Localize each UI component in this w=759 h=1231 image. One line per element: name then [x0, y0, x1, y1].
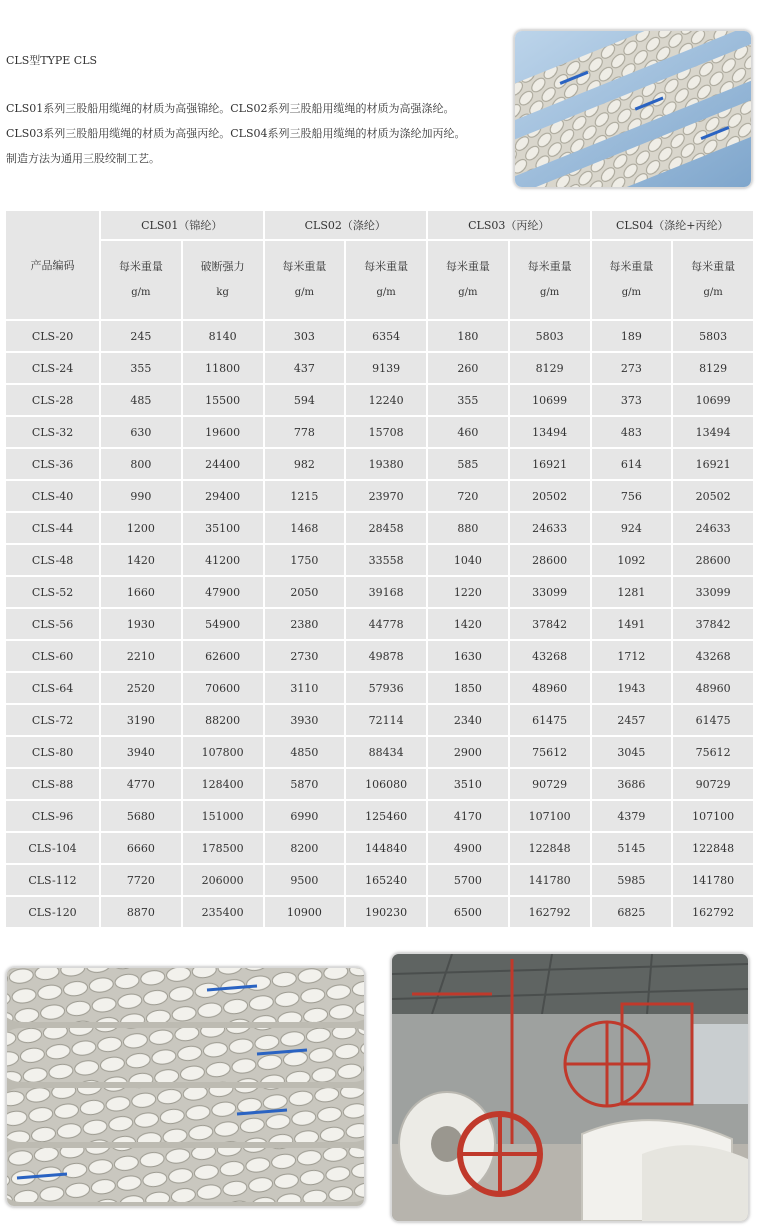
table-cell: 355: [428, 385, 508, 415]
table-cell: 141780: [510, 865, 590, 895]
table-cell: 1850: [428, 673, 508, 703]
table-cell: 3940: [101, 737, 181, 767]
table-cell: 165240: [346, 865, 426, 895]
table-cell: 5803: [673, 321, 753, 351]
product-code-cell: CLS-104: [6, 833, 99, 863]
table-cell: 23970: [346, 481, 426, 511]
table-cell: 2340: [428, 705, 508, 735]
table-cell: 19380: [346, 449, 426, 479]
table-cell: 2210: [101, 641, 181, 671]
table-cell: 4900: [428, 833, 508, 863]
table-cell: 2730: [265, 641, 345, 671]
table-cell: 33099: [510, 577, 590, 607]
table-cell: 35100: [183, 513, 263, 543]
column-header-unit: kg: [216, 287, 229, 298]
table-cell: 88434: [346, 737, 426, 767]
table-cell: 5145: [592, 833, 672, 863]
table-cell: 8200: [265, 833, 345, 863]
table-cell: 10900: [265, 897, 345, 927]
table-cell: 6825: [592, 897, 672, 927]
table-cell: 1491: [592, 609, 672, 639]
table-cell: 1092: [592, 545, 672, 575]
table-cell: 3686: [592, 769, 672, 799]
column-header-label: 每米重量: [282, 260, 327, 273]
table-cell: 125460: [346, 801, 426, 831]
rope-closeup-photo: [6, 967, 365, 1207]
column-header: [265, 241, 345, 319]
group-header: CLS02（涤纶）: [265, 211, 427, 239]
table-cell: 1930: [101, 609, 181, 639]
column-header-label: 每米重量: [691, 260, 736, 273]
table-cell: 16921: [510, 449, 590, 479]
table-cell: 90729: [673, 769, 753, 799]
table-row: [6, 481, 753, 511]
table-cell: 1200: [101, 513, 181, 543]
specification-table: [4, 209, 755, 929]
table-cell: 5870: [265, 769, 345, 799]
table-row: [6, 449, 753, 479]
table-row: [6, 641, 753, 671]
table-cell: 90729: [510, 769, 590, 799]
table-cell: 13494: [510, 417, 590, 447]
table-row: [6, 865, 753, 895]
table-cell: 162792: [510, 897, 590, 927]
column-header: [592, 241, 672, 319]
column-header-unit: g/m: [703, 287, 723, 298]
table-cell: 6354: [346, 321, 426, 351]
product-code-cell: CLS-56: [6, 609, 99, 639]
table-cell: 3930: [265, 705, 345, 735]
table-cell: 1660: [101, 577, 181, 607]
table-row: [6, 609, 753, 639]
table-cell: 75612: [510, 737, 590, 767]
table-cell: 2520: [101, 673, 181, 703]
product-code-cell: CLS-96: [6, 801, 99, 831]
table-cell: 2380: [265, 609, 345, 639]
table-cell: 12240: [346, 385, 426, 415]
group-header: CLS01（锦纶）: [101, 211, 263, 239]
table-cell: 3510: [428, 769, 508, 799]
table-cell: 485: [101, 385, 181, 415]
table-cell: 180: [428, 321, 508, 351]
table-cell: 5700: [428, 865, 508, 895]
table-row: [6, 513, 753, 543]
table-cell: 47900: [183, 577, 263, 607]
table-cell: 3190: [101, 705, 181, 735]
table-row: [6, 801, 753, 831]
table-cell: 2050: [265, 577, 345, 607]
product-code-cell: CLS-28: [6, 385, 99, 415]
table-cell: 54900: [183, 609, 263, 639]
table-cell: 585: [428, 449, 508, 479]
table-cell: 128400: [183, 769, 263, 799]
product-code-cell: CLS-40: [6, 481, 99, 511]
table-cell: 28600: [510, 545, 590, 575]
product-code-cell: CLS-112: [6, 865, 99, 895]
table-row: [6, 897, 753, 927]
table-row: [6, 385, 753, 415]
table-row: [6, 833, 753, 863]
product-code-cell: CLS-120: [6, 897, 99, 927]
table-cell: 61475: [510, 705, 590, 735]
table-cell: 245: [101, 321, 181, 351]
table-cell: 2900: [428, 737, 508, 767]
table-cell: 437: [265, 353, 345, 383]
table-cell: 1040: [428, 545, 508, 575]
product-code-cell: CLS-36: [6, 449, 99, 479]
product-code-cell: CLS-60: [6, 641, 99, 671]
table-cell: 33558: [346, 545, 426, 575]
table-cell: 924: [592, 513, 672, 543]
table-cell: 57936: [346, 673, 426, 703]
table-cell: 6660: [101, 833, 181, 863]
table-cell: 107100: [510, 801, 590, 831]
table-cell: 9500: [265, 865, 345, 895]
table-cell: 24633: [510, 513, 590, 543]
table-cell: 1750: [265, 545, 345, 575]
table-cell: 37842: [673, 609, 753, 639]
row-header-cell: 产品编码: [6, 211, 99, 319]
table-cell: 235400: [183, 897, 263, 927]
table-row: [6, 353, 753, 383]
table-cell: 4850: [265, 737, 345, 767]
table-cell: 8870: [101, 897, 181, 927]
table-cell: 4170: [428, 801, 508, 831]
table-cell: 778: [265, 417, 345, 447]
table-cell: 630: [101, 417, 181, 447]
table-cell: 48960: [673, 673, 753, 703]
table-cell: 4379: [592, 801, 672, 831]
table-cell: 190230: [346, 897, 426, 927]
table-cell: 3045: [592, 737, 672, 767]
table-cell: 2457: [592, 705, 672, 735]
table-row: [6, 545, 753, 575]
table-cell: 75612: [673, 737, 753, 767]
table-row: [6, 577, 753, 607]
table-cell: 15500: [183, 385, 263, 415]
table-cell: 39168: [346, 577, 426, 607]
table-cell: 19600: [183, 417, 263, 447]
group-header: CLS03（丙纶）: [428, 211, 590, 239]
table-cell: 206000: [183, 865, 263, 895]
description-line-2: CLS03系列三股船用缆绳的材质为高强丙纶。CLS04系列三股船用缆绳的材质为涤纶加丙纶。: [6, 127, 466, 140]
table-cell: 61475: [673, 705, 753, 735]
table-cell: 9139: [346, 353, 426, 383]
table-cell: 43268: [510, 641, 590, 671]
column-header-label: 每米重量: [527, 260, 572, 273]
column-header: [428, 241, 508, 319]
table-cell: 28600: [673, 545, 753, 575]
table-cell: 62600: [183, 641, 263, 671]
table-cell: 614: [592, 449, 672, 479]
table-cell: 44778: [346, 609, 426, 639]
group-header: CLS04（涤纶+丙纶）: [592, 211, 754, 239]
column-header-label: 每米重量: [364, 260, 409, 273]
table-row: [6, 417, 753, 447]
product-code-cell: CLS-20: [6, 321, 99, 351]
table-cell: 122848: [510, 833, 590, 863]
table-cell: 5985: [592, 865, 672, 895]
table-cell: 5803: [510, 321, 590, 351]
table-cell: 72114: [346, 705, 426, 735]
table-cell: 41200: [183, 545, 263, 575]
column-header: [183, 241, 263, 319]
table-cell: 990: [101, 481, 181, 511]
table-cell: 88200: [183, 705, 263, 735]
table-cell: 20502: [673, 481, 753, 511]
table-cell: 6990: [265, 801, 345, 831]
table-cell: 70600: [183, 673, 263, 703]
rope-photo: [514, 30, 752, 188]
product-code-cell: CLS-24: [6, 353, 99, 383]
product-code-cell: CLS-32: [6, 417, 99, 447]
table-cell: 1420: [101, 545, 181, 575]
table-row: [6, 673, 753, 703]
table-cell: 1468: [265, 513, 345, 543]
table-cell: 28458: [346, 513, 426, 543]
table-cell: 24633: [673, 513, 753, 543]
column-header-label: 破断强力: [200, 260, 245, 273]
table-cell: 355: [101, 353, 181, 383]
column-header-label: 每米重量: [609, 260, 654, 273]
table-cell: 16921: [673, 449, 753, 479]
product-code-cell: CLS-72: [6, 705, 99, 735]
table-cell: 144840: [346, 833, 426, 863]
table-cell: 3110: [265, 673, 345, 703]
product-code-cell: CLS-48: [6, 545, 99, 575]
table-cell: 178500: [183, 833, 263, 863]
column-header-label: 每米重量: [445, 260, 490, 273]
product-code-cell: CLS-64: [6, 673, 99, 703]
table-cell: 10699: [673, 385, 753, 415]
table-cell: 373: [592, 385, 672, 415]
table-cell: 303: [265, 321, 345, 351]
table-cell: 4770: [101, 769, 181, 799]
table-cell: 273: [592, 353, 672, 383]
table-cell: 11800: [183, 353, 263, 383]
table-row: [6, 321, 753, 351]
table-cell: 8129: [510, 353, 590, 383]
table-cell: 107800: [183, 737, 263, 767]
table-cell: 33099: [673, 577, 753, 607]
product-code-cell: CLS-52: [6, 577, 99, 607]
table-cell: 5680: [101, 801, 181, 831]
table-cell: 8129: [673, 353, 753, 383]
table-cell: 162792: [673, 897, 753, 927]
description-line-1: CLS01系列三股船用缆绳的材质为高强锦纶。CLS02系列三股船用缆绳的材质为高强涤纶。: [6, 102, 455, 115]
table-cell: 151000: [183, 801, 263, 831]
table-cell: 1420: [428, 609, 508, 639]
product-code-cell: CLS-80: [6, 737, 99, 767]
table-cell: 1220: [428, 577, 508, 607]
table-row: [6, 769, 753, 799]
column-header-unit: g/m: [376, 287, 396, 298]
column-header: [101, 241, 181, 319]
column-header-unit: g/m: [458, 287, 478, 298]
table-cell: 460: [428, 417, 508, 447]
table-cell: 20502: [510, 481, 590, 511]
table-cell: 15708: [346, 417, 426, 447]
column-header-unit: g/m: [131, 287, 151, 298]
table-cell: 1712: [592, 641, 672, 671]
table-cell: 6500: [428, 897, 508, 927]
table-cell: 260: [428, 353, 508, 383]
factory-machinery-photo: [391, 953, 749, 1222]
table-cell: 141780: [673, 865, 753, 895]
product-code-cell: CLS-88: [6, 769, 99, 799]
table-cell: 1281: [592, 577, 672, 607]
table-cell: 122848: [673, 833, 753, 863]
table-cell: 37842: [510, 609, 590, 639]
column-header-unit: g/m: [294, 287, 314, 298]
table-cell: 594: [265, 385, 345, 415]
table-cell: 13494: [673, 417, 753, 447]
table-cell: 1943: [592, 673, 672, 703]
table-cell: 7720: [101, 865, 181, 895]
table-cell: 800: [101, 449, 181, 479]
table-cell: 189: [592, 321, 672, 351]
table-row: [6, 737, 753, 767]
table-cell: 10699: [510, 385, 590, 415]
table-cell: 43268: [673, 641, 753, 671]
table-cell: 29400: [183, 481, 263, 511]
table-cell: 106080: [346, 769, 426, 799]
page-title: CLS型TYPE CLS: [6, 54, 98, 67]
table-cell: 24400: [183, 449, 263, 479]
table-cell: 483: [592, 417, 672, 447]
table-cell: 1630: [428, 641, 508, 671]
table-cell: 880: [428, 513, 508, 543]
table-cell: 756: [592, 481, 672, 511]
column-header-label: 每米重量: [118, 260, 163, 273]
table-cell: 48960: [510, 673, 590, 703]
column-header: [346, 241, 426, 319]
table-row: [6, 705, 753, 735]
table-cell: 1215: [265, 481, 345, 511]
table-cell: 720: [428, 481, 508, 511]
description-line-3: 制造方法为通用三股绞制工艺。: [6, 152, 160, 165]
table-cell: 107100: [673, 801, 753, 831]
table-cell: 982: [265, 449, 345, 479]
column-header: [510, 241, 590, 319]
column-header-unit: g/m: [539, 287, 560, 298]
column-header-unit: g/m: [621, 287, 641, 298]
table-cell: 8140: [183, 321, 263, 351]
column-header: [673, 241, 753, 319]
table-cell: 49878: [346, 641, 426, 671]
product-code-cell: CLS-44: [6, 513, 99, 543]
